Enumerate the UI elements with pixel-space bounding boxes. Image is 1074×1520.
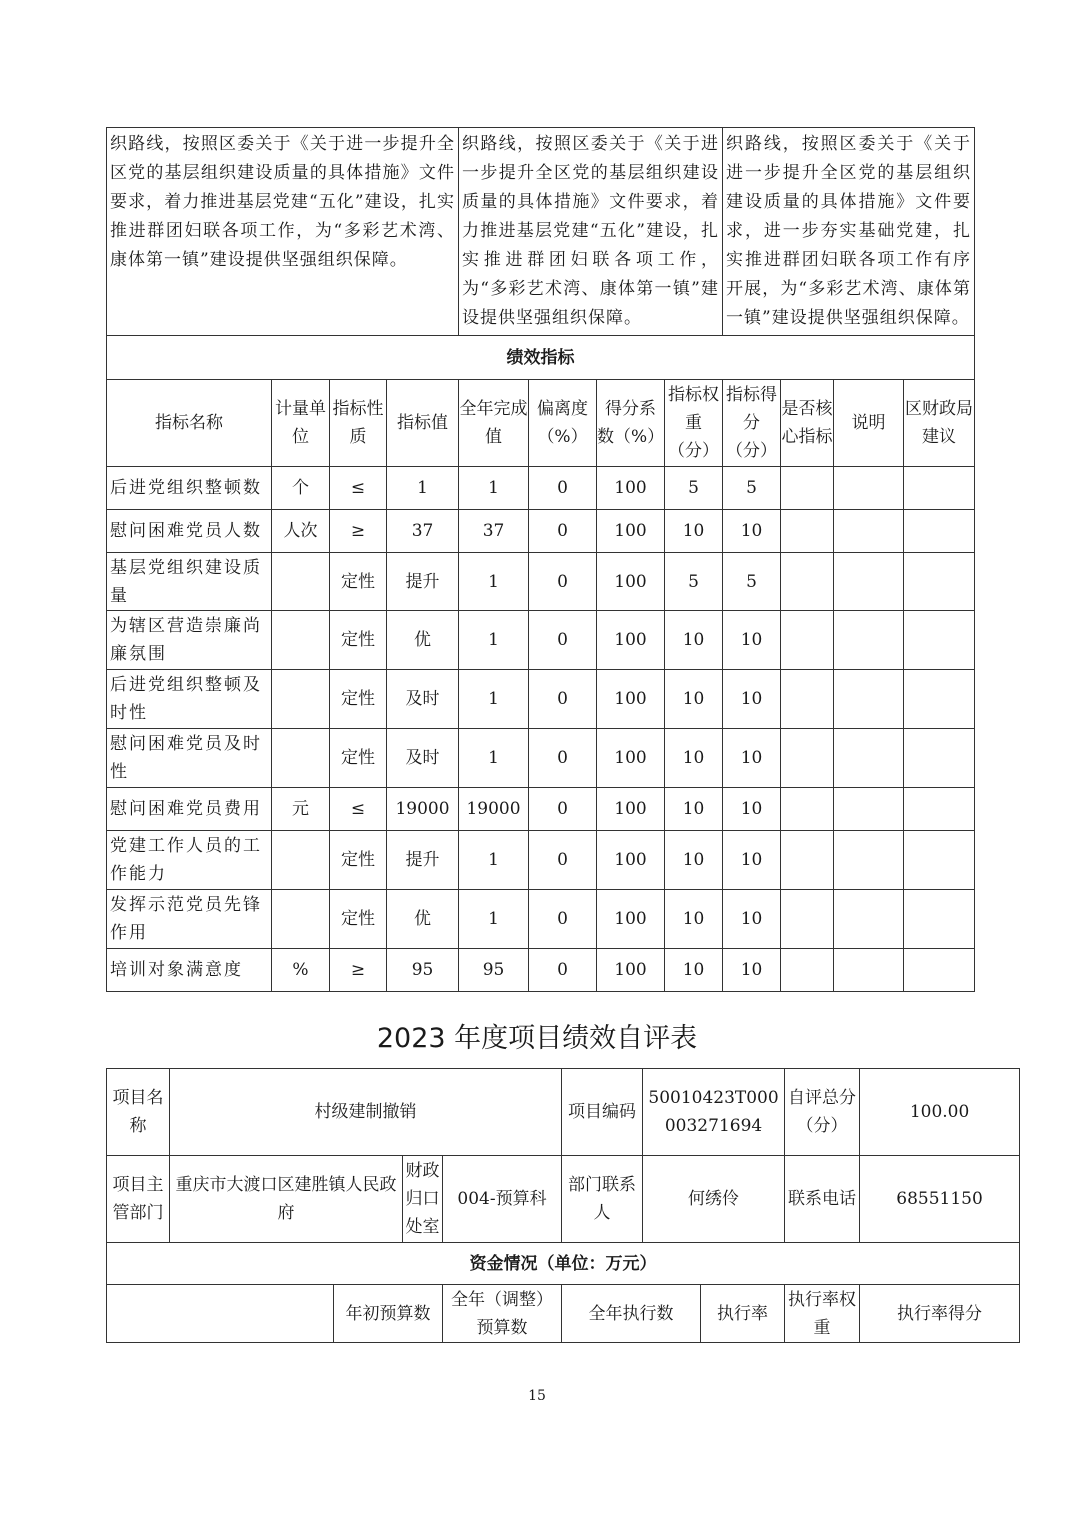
perf-header-cell: 计量单位 <box>272 380 330 467</box>
perf-cell-coef: 100 <box>597 949 665 992</box>
perf-cell-empty <box>834 949 904 992</box>
project-name-value: 村级建制撤销 <box>170 1069 562 1156</box>
table-row <box>107 788 975 831</box>
perf-cell-empty <box>904 729 975 788</box>
perf-cell-actual: 1 <box>459 611 529 670</box>
perf-cell-empty <box>781 949 834 992</box>
perf-cell-coef: 100 <box>597 729 665 788</box>
perf-cell-nature: ≥ <box>330 510 387 553</box>
perf-cell-empty <box>781 890 834 949</box>
perf-cell-weight: 10 <box>665 510 723 553</box>
contact-label: 部门联系人 <box>562 1156 643 1243</box>
contact-value: 何绣伶 <box>643 1156 785 1243</box>
perf-cell-nature: ≥ <box>330 949 387 992</box>
perf-cell-score: 10 <box>723 510 781 553</box>
perf-cell-target: 95 <box>387 949 459 992</box>
goal-text-1: 织路线，按照区委关于《关于进一步提升全区党的基层组织建设质量的具体措施》文件要求，着力推进基层党建“五化”建设，扎实推进群团妇联各项工作，为“多彩艺术湾、康体第一镇”建设提供坚强组织保障。 <box>107 128 459 336</box>
phone-label: 联系电话 <box>785 1156 860 1243</box>
perf-header-cell: 指标值 <box>387 380 459 467</box>
perf-cell-unit: 个 <box>272 467 330 510</box>
perf-cell-nature: 定性 <box>330 553 387 611</box>
perf-cell-name: 慰问困难党员人数 <box>107 510 272 553</box>
perf-cell-coef: 100 <box>597 788 665 831</box>
perf-header-cell: 全年完成值 <box>459 380 529 467</box>
perf-cell-unit: 元 <box>272 788 330 831</box>
perf-cell-weight: 10 <box>665 729 723 788</box>
perf-cell-dev: 0 <box>529 890 597 949</box>
perf-cell-unit <box>272 553 330 611</box>
perf-header-cell: 指标得分（分） <box>723 380 781 467</box>
table-row <box>107 553 975 611</box>
dept-label: 项目主管部门 <box>107 1156 170 1243</box>
perf-cell-dev: 0 <box>529 729 597 788</box>
perf-cell-name: 慰问困难党员及时性 <box>107 729 272 788</box>
perf-cell-target: 19000 <box>387 788 459 831</box>
perf-cell-score: 10 <box>723 611 781 670</box>
perf-cell-name: 培训对象满意度 <box>107 949 272 992</box>
table-row <box>107 510 975 553</box>
perf-cell-empty <box>904 949 975 992</box>
perf-cell-empty <box>781 553 834 611</box>
perf-cell-empty <box>834 890 904 949</box>
perf-cell-nature: ≤ <box>330 788 387 831</box>
table-row <box>107 670 975 729</box>
funds-section-title: 资金情况（单位：万元） <box>107 1243 1020 1285</box>
perf-header-cell: 得分系数（%） <box>597 380 665 467</box>
perf-cell-empty <box>781 670 834 729</box>
funds-header-rate-weight: 执行率权重 <box>785 1285 860 1343</box>
perf-cell-name: 党建工作人员的工作能力 <box>107 831 272 890</box>
perf-cell-target: 提升 <box>387 553 459 611</box>
perf-cell-dev: 0 <box>529 788 597 831</box>
perf-cell-nature: 定性 <box>330 890 387 949</box>
funds-header-rate-score: 执行率得分 <box>860 1285 1020 1343</box>
perf-cell-target: 1 <box>387 467 459 510</box>
perf-cell-target: 及时 <box>387 670 459 729</box>
perf-cell-score: 10 <box>723 670 781 729</box>
perf-cell-empty <box>904 890 975 949</box>
perf-cell-empty <box>904 831 975 890</box>
project-code-value: 50010423T000003271694 <box>643 1069 785 1156</box>
finance-office-label: 财政归口处室 <box>403 1156 443 1243</box>
perf-cell-name: 后进党组织整顿及时性 <box>107 670 272 729</box>
table-row <box>107 890 975 949</box>
finance-office-value: 004-预算科 <box>443 1156 562 1243</box>
perf-cell-coef: 100 <box>597 467 665 510</box>
perf-cell-empty <box>834 553 904 611</box>
perf-cell-target: 37 <box>387 510 459 553</box>
perf-cell-empty <box>834 788 904 831</box>
perf-cell-name: 基层党组织建设质量 <box>107 553 272 611</box>
perf-cell-empty <box>834 510 904 553</box>
perf-cell-unit <box>272 831 330 890</box>
perf-header-cell: 指标性质 <box>330 380 387 467</box>
perf-cell-actual: 37 <box>459 510 529 553</box>
perf-cell-empty <box>834 670 904 729</box>
perf-cell-unit <box>272 890 330 949</box>
perf-header-cell: 偏离度（%） <box>529 380 597 467</box>
perf-cell-unit: % <box>272 949 330 992</box>
perf-cell-dev: 0 <box>529 831 597 890</box>
perf-cell-weight: 10 <box>665 949 723 992</box>
funds-header-initial-budget: 年初预算数 <box>334 1285 443 1343</box>
table-row <box>107 831 975 890</box>
perf-cell-actual: 95 <box>459 949 529 992</box>
project-name-label: 项目名称 <box>107 1069 170 1156</box>
perf-cell-nature: ≤ <box>330 467 387 510</box>
perf-cell-weight: 10 <box>665 788 723 831</box>
perf-cell-empty <box>904 611 975 670</box>
perf-cell-empty <box>904 553 975 611</box>
perf-cell-name: 慰问困难党员费用 <box>107 788 272 831</box>
perf-cell-dev: 0 <box>529 949 597 992</box>
self-score-label: 自评总分（分） <box>785 1069 860 1156</box>
perf-header-cell: 是否核心指标 <box>781 380 834 467</box>
perf-cell-empty <box>834 729 904 788</box>
perf-cell-dev: 0 <box>529 510 597 553</box>
perf-cell-weight: 5 <box>665 553 723 611</box>
perf-cell-nature: 定性 <box>330 831 387 890</box>
perf-cell-name: 后进党组织整顿数 <box>107 467 272 510</box>
perf-cell-score: 10 <box>723 788 781 831</box>
perf-cell-score: 10 <box>723 729 781 788</box>
goal-text-2: 织路线，按照区委关于《关于进一步提升全区党的基层组织建设质量的具体措施》文件要求，着力推进基层党建“五化”建设，扎实推进群团妇联各项工作，为“多彩艺术湾、康体第一镇”建设提供坚强组织保障。 <box>459 128 723 336</box>
perf-cell-coef: 100 <box>597 890 665 949</box>
table-row <box>107 729 975 788</box>
perf-cell-unit: 人次 <box>272 510 330 553</box>
perf-cell-name: 发挥示范党员先锋作用 <box>107 890 272 949</box>
perf-cell-empty <box>834 831 904 890</box>
perf-cell-nature: 定性 <box>330 611 387 670</box>
perf-cell-empty <box>904 510 975 553</box>
perf-cell-dev: 0 <box>529 467 597 510</box>
perf-cell-name: 为辖区营造崇廉尚廉氛围 <box>107 611 272 670</box>
perf-header-cell: 指标名称 <box>107 380 272 467</box>
funds-header-adjusted-budget: 全年（调整）预算数 <box>443 1285 562 1343</box>
perf-cell-empty <box>781 831 834 890</box>
table-row <box>107 611 975 670</box>
perf-cell-empty <box>904 670 975 729</box>
performance-table <box>106 127 975 992</box>
perf-cell-weight: 10 <box>665 831 723 890</box>
perf-cell-score: 10 <box>723 890 781 949</box>
perf-cell-coef: 100 <box>597 553 665 611</box>
funds-header-exec-rate: 执行率 <box>701 1285 785 1343</box>
perf-cell-empty <box>781 788 834 831</box>
perf-cell-empty <box>781 510 834 553</box>
perf-header-cell: 指标权重（分） <box>665 380 723 467</box>
page-number: 15 <box>528 1388 546 1404</box>
perf-cell-weight: 10 <box>665 670 723 729</box>
perf-cell-empty <box>781 467 834 510</box>
perf-cell-actual: 1 <box>459 467 529 510</box>
table-row <box>107 467 975 510</box>
perf-cell-dev: 0 <box>529 553 597 611</box>
perf-cell-score: 10 <box>723 949 781 992</box>
phone-value: 68551150 <box>860 1156 1020 1243</box>
funds-header-blank <box>107 1285 334 1343</box>
perf-cell-nature: 定性 <box>330 670 387 729</box>
perf-cell-empty <box>834 611 904 670</box>
perf-cell-coef: 100 <box>597 510 665 553</box>
perf-cell-weight: 10 <box>665 890 723 949</box>
goal-text-3: 织路线，按照区委关于《关于进一步提升全区党的基层组织建设质量的具体措施》文件要求，进一步夯实基础党建，扎实推进群团妇联各项工作有序开展，为“多彩艺术湾、康体第一镇”建设提供坚强组织保障。 <box>723 128 975 336</box>
perf-cell-empty <box>904 788 975 831</box>
table-row <box>107 949 975 992</box>
form-title: 2023 年度项目绩效自评表 <box>376 1023 698 1054</box>
perf-cell-target: 及时 <box>387 729 459 788</box>
perf-header-cell: 说明 <box>834 380 904 467</box>
funds-header-executed: 全年执行数 <box>562 1285 701 1343</box>
perf-cell-weight: 5 <box>665 467 723 510</box>
perf-cell-actual: 1 <box>459 890 529 949</box>
perf-cell-actual: 1 <box>459 670 529 729</box>
perf-cell-target: 优 <box>387 611 459 670</box>
perf-cell-coef: 100 <box>597 831 665 890</box>
perf-cell-unit <box>272 611 330 670</box>
perf-cell-target: 优 <box>387 890 459 949</box>
self-eval-table <box>106 1068 1020 1343</box>
project-code-label: 项目编码 <box>562 1069 643 1156</box>
perf-cell-dev: 0 <box>529 611 597 670</box>
self-score-value: 100.00 <box>860 1069 1020 1156</box>
perf-cell-actual: 1 <box>459 553 529 611</box>
perf-cell-score: 5 <box>723 553 781 611</box>
perf-cell-unit <box>272 729 330 788</box>
dept-value: 重庆市大渡口区建胜镇人民政府 <box>170 1156 403 1243</box>
perf-cell-target: 提升 <box>387 831 459 890</box>
perf-cell-actual: 1 <box>459 729 529 788</box>
perf-cell-actual: 1 <box>459 831 529 890</box>
perf-cell-coef: 100 <box>597 670 665 729</box>
perf-cell-dev: 0 <box>529 670 597 729</box>
perf-cell-unit <box>272 670 330 729</box>
perf-cell-empty <box>904 467 975 510</box>
perf-section-title: 绩效指标 <box>107 336 975 380</box>
perf-cell-actual: 19000 <box>459 788 529 831</box>
perf-cell-coef: 100 <box>597 611 665 670</box>
perf-cell-score: 5 <box>723 467 781 510</box>
perf-header-cell: 区财政局建议 <box>904 380 975 467</box>
perf-cell-empty <box>834 467 904 510</box>
perf-cell-weight: 10 <box>665 611 723 670</box>
perf-cell-nature: 定性 <box>330 729 387 788</box>
perf-cell-empty <box>781 611 834 670</box>
perf-cell-empty <box>781 729 834 788</box>
perf-cell-score: 10 <box>723 831 781 890</box>
